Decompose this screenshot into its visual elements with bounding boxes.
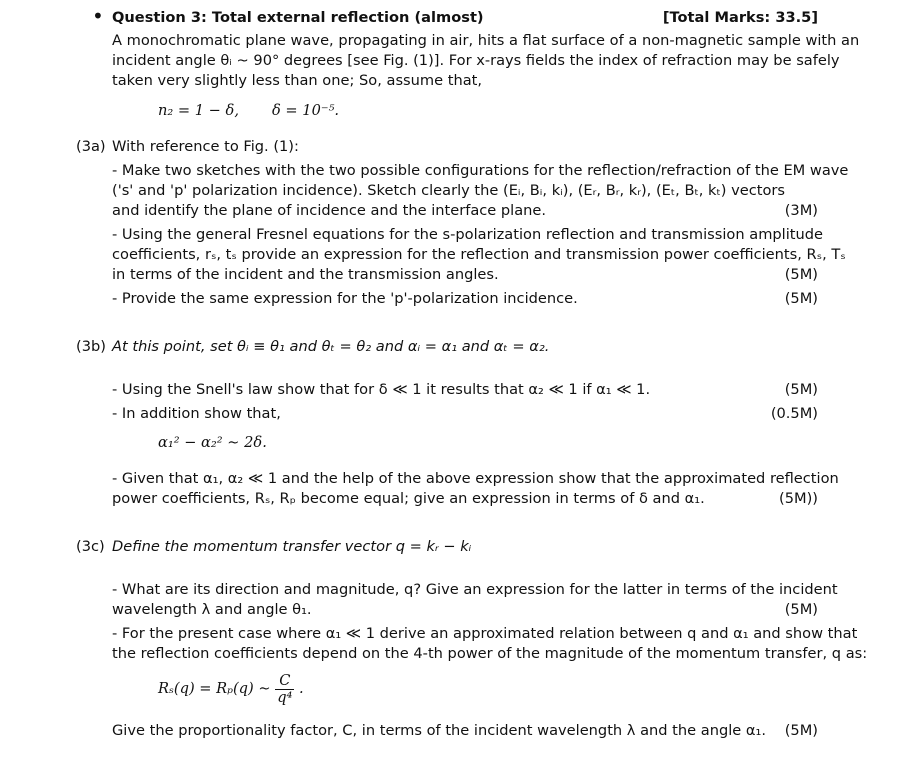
part-3b-item2-marks: (0.5M)	[770, 405, 818, 422]
part-3a-item3-marks: (5M)	[784, 290, 818, 307]
part-3c-final-marks: (5M)	[784, 722, 818, 739]
part-3a-item1-line2: ('s' and 'p' polarization incidence). Sketch clearly the (Eᵢ, Bᵢ, kᵢ), (Eᵣ, Bᵣ, kᵣ), (Eₜ, Bₜ, kₜ) vectors	[112, 182, 786, 199]
equation-delta: δ = 10⁻⁵.	[272, 102, 340, 119]
part-3c-final: Give the proportionality factor, C, in terms of the incident wavelength λ and the angle α₁.	[112, 722, 766, 739]
part-3c-equation	[158, 672, 304, 706]
total-marks: [Total Marks: 33.5]	[662, 9, 818, 26]
part-3b-item2: - In addition show that,	[112, 405, 281, 422]
part-3a-item2-line1: - Using the general Fresnel equations for the s-polarization reflection and transmission amplitude	[112, 226, 823, 243]
part-3a-item1-line1: - Make two sketches with the two possible configurations for the reflection/refraction of the EM wave	[112, 162, 849, 179]
equation-period: .	[299, 680, 304, 697]
part-3b-item1-marks: (5M)	[784, 381, 818, 398]
equation-denominator: q⁴	[277, 688, 293, 706]
part-3a-item1-marks: (3M)	[784, 202, 818, 219]
part-3b-label: (3b)	[76, 338, 106, 355]
intro-line-2: incident angle θᵢ ∼ 90° degrees [see Fig. (1)]. For x-rays fields the index of refraction may be safely	[112, 52, 840, 69]
part-3c-item2-line2: the reflection coefficients depend on the 4-th power of the magnitude of the momentum transfer, q as:	[112, 645, 868, 662]
part-3b-item3-line2: power coefficients, Rₛ, Rₚ become equal; give an expression in terms of δ and α₁.	[112, 490, 705, 507]
part-3a-label: (3a)	[76, 138, 106, 155]
part-3b-item3-line1: - Given that α₁, α₂ ≪ 1 and the help of the above expression show that the approximated reflection	[112, 470, 839, 487]
part-3b-item1: - Using the Snell's law show that for δ ≪ 1 it results that α₂ ≪ 1 if α₁ ≪ 1.	[112, 381, 651, 398]
part-3a-lead: With reference to Fig. (1):	[112, 138, 299, 155]
part-3b-lead: At this point, set θᵢ ≡ θ₁ and θₜ = θ₂ and αᵢ = α₁ and αₜ = α₂.	[112, 338, 550, 355]
part-3c-item1-line1: - What are its direction and magnitude, q? Give an expression for the latter in terms of the incident	[112, 581, 838, 598]
part-3a-item3: - Provide the same expression for the 'p'-polarization incidence.	[112, 290, 578, 307]
question-title: Question 3: Total external reflection (almost)	[112, 9, 484, 26]
intro-line-1: A monochromatic plane wave, propagating in air, hits a flat surface of a non-magnetic sample with an	[112, 32, 860, 49]
equation-n2: n₂ = 1 − δ,	[158, 102, 239, 119]
part-3a-item2-line3: in terms of the incident and the transmission angles.	[112, 266, 499, 283]
part-3c-lead: Define the momentum transfer vector q = kᵣ − kᵢ	[112, 538, 472, 555]
part-3c-item1-line2: wavelength λ and angle θ₁.	[112, 601, 312, 618]
part-3c-label: (3c)	[76, 538, 105, 555]
part-3a-item1-line3: and identify the plane of incidence and the interface plane.	[112, 202, 547, 219]
part-3b-item3-marks: (5M))	[779, 490, 818, 507]
part-3a-item2-marks: (5M)	[784, 266, 818, 283]
part-3b-equation: α₁² − α₂² ∼ 2δ.	[158, 434, 267, 451]
equation-lhs: Rₛ(q) = Rₚ(q) ∼	[158, 680, 271, 697]
part-3a-item2-line2: coefficients, rₛ, tₛ provide an expression for the reflection and transmission power coefficients, Rₛ, Tₛ	[112, 246, 846, 263]
bullet-icon: •	[92, 4, 104, 28]
part-3c-item2-line1: - For the present case where α₁ ≪ 1 derive an approximated relation between q and α₁ and show that	[112, 625, 858, 642]
intro-line-3: taken very slightly less than one; So, assume that,	[112, 72, 483, 89]
part-3c-item1-marks: (5M)	[784, 601, 818, 618]
equation-fraction	[275, 673, 294, 706]
equation-numerator: C	[275, 673, 294, 690]
